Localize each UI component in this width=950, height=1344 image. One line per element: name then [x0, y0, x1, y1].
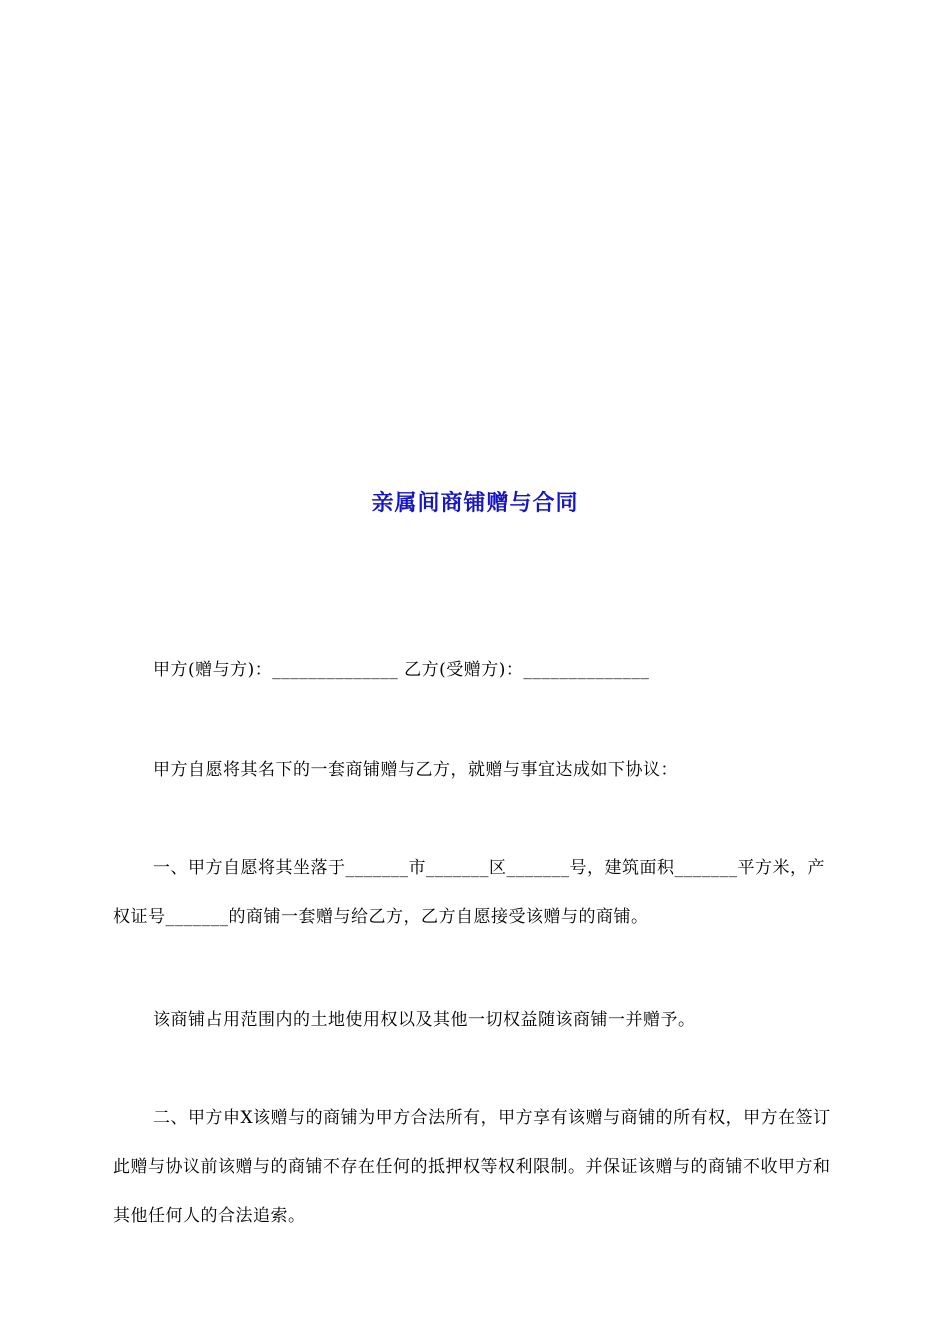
- intro-paragraph: 甲方自愿将其名下的一套商铺赠与乙方，就赠与事宜达成如下协议：: [153, 760, 678, 780]
- land-rights-paragraph: 该商铺占用范围内的土地使用权以及其他一切权益随该商铺一并赠予。: [153, 1010, 696, 1030]
- parties-line: 甲方(赠与方)：______________ 乙方(受赠方)：______________: [153, 660, 650, 680]
- document-title: 亲属间商铺赠与合同: [371, 491, 579, 516]
- clause-2-paragraph: 二、甲方申X该赠与的商铺为甲方合法所有，甲方享有该赠与商铺的所有权，甲方在签订此赠与协议前该赠与的商铺不存在任何的抵押权等权利限制。并保证该赠与的商铺不收甲方和其他任何人的合法追索。: [113, 1108, 831, 1226]
- clause-1-paragraph: 一、甲方自愿将其坐落于_______市_______区_______号，建筑面积_______平方米，产权证号_______的商铺一套赠与给乙方，乙方自愿接受该赠与的商铺。: [113, 858, 825, 927]
